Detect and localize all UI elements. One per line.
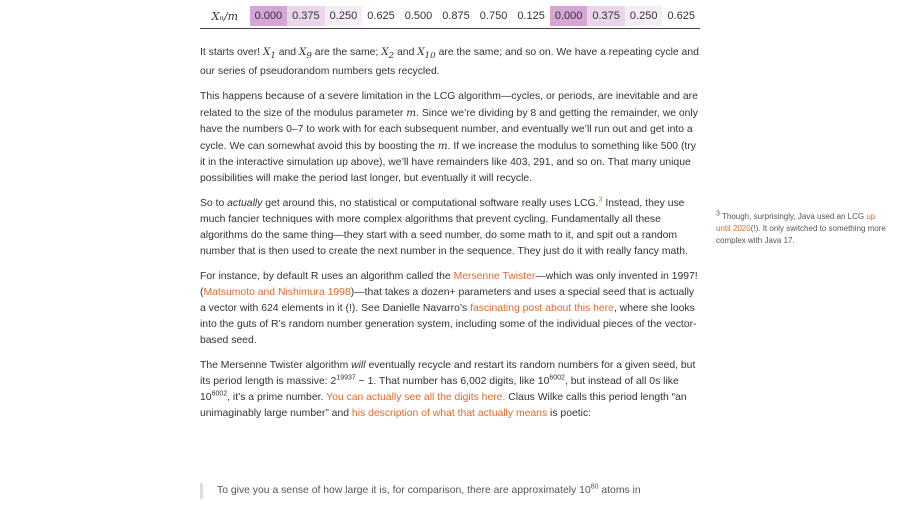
row-label: Xₙ/m [211,9,239,23]
exponent: 6002 [549,374,565,382]
exponent: 6002 [211,390,228,398]
exponent: 19937 [336,374,356,382]
text: get around this, no statistical or computational software really uses LCG. [262,198,599,210]
math-var: X [298,46,307,58]
math-var: X [381,46,389,58]
table-cell: 0.000 [550,6,588,26]
text: )—that takes a dozen+ parameters and uses a special seed that is actually a vector with 624 elements in it (!). See Danielle Navarro’s [200,287,695,315]
text: and [394,47,418,58]
paragraph-avoid-lcg [200,196,700,260]
math-sub: 2 [388,51,395,62]
table-cell: 0.500 [400,6,438,26]
math-sub: 10 [424,51,436,62]
table-cell: 0.125 [512,6,550,26]
table-cell: 0.625 [362,6,400,26]
math-x9 [298,46,312,62]
math-sub: 9 [306,51,312,62]
text: This happens because of a severe limitation in the LCG algorithm—cycles, or periods, are inevitable and are related to the size of the modulus parameter [200,91,698,120]
link-wilke-description[interactable]: his description of what that actually means [351,408,548,420]
table-cell: 0.375 [287,6,325,26]
text: It starts over! [200,47,263,58]
text: , but instead of all 0s like 10 [200,376,679,404]
link-navarro-post[interactable]: fascinating post about this here [470,303,614,315]
text: (!). It only switched to something more complex with Java 17. [716,224,886,245]
text: , where she looks into the guts of R’s random number generation system, including some of the individual pieces of the vector-based seed. [200,303,697,347]
paragraph-restart [200,44,700,80]
table-rule [200,28,700,29]
exponent: 80 [590,483,599,491]
math-var: X [262,46,271,58]
text: So to [200,198,228,210]
math-x10 [417,46,436,62]
math-m: m [437,140,448,153]
text: eventually recycle and restart its random numbers for a given seed, but its period length is massive: 2 [200,360,696,388]
paragraph-period [200,358,700,422]
text: is poetic: [547,408,592,420]
link-mersenne-twister[interactable]: Mersenne Twister [453,271,536,283]
text: atoms in [598,485,641,496]
math-sub: 1 [270,51,276,62]
text: Claus Wilke calls this period length “an unimaginably large number” and [200,392,687,420]
paragraph-mersenne [200,269,700,349]
text: Instead, they use much fancier techniques with more complex algorithms that prevent cycling. Fundamentally all these algorithms do the same thing—they start with a seed number, do some math to it, and spit out a random number that is then used to create the next number in the sequence. They just do it with really fancy math. [200,198,688,258]
text: Though, surprisingly, Java used an LCG [719,212,867,221]
link-digits[interactable]: You can actually see all the digits here. [326,392,506,404]
math-x1 [262,46,276,62]
sequence-table-wrap [200,6,700,26]
emphasis: actually [227,198,263,210]
blockquote [200,483,717,499]
text: are the same; [311,47,382,58]
text: To give you a sense of how large it is, for comparison, there are approximately 10 [217,485,591,496]
footnote-number: 3 [716,210,720,218]
math-x2 [381,46,395,62]
table-cell: 0.250 [325,6,363,26]
article-body [200,44,700,431]
text: , it’s a prime number. [227,392,327,404]
paragraph-limitation [200,89,700,187]
footnote-ref[interactable]: 3 [598,196,603,204]
emphasis: will [351,360,366,372]
math-m: m [406,107,417,120]
table-cell: 0.625 [662,6,700,26]
sidenote [716,211,886,247]
text: . Since we’re dividing by 8 and getting the remainder, we only have the numbers 0–7 to work with for each subsequent number, and eventually we’ll run out and get into a cycle. We can somewhat avoid this by boosting the [200,108,698,153]
math-var: X [417,46,425,58]
text: and [275,47,299,58]
sequence-row [200,6,700,26]
link-java-lcg[interactable]: up until 2020 [716,212,876,233]
text: are the same; and so on. We have a repeating cycle and our series of pseudorandom numbers gets recycled. [200,47,699,78]
table-cell: 0.375 [587,6,625,26]
table-cell: 0.000 [250,6,288,26]
table-cell: 0.750 [475,6,513,26]
table-cell: 0.875 [437,6,475,26]
text: The Mersenne Twister algorithm [200,360,352,372]
text: − 1. That number has 6,002 digits, like 10 [355,376,550,388]
table-cell: 0.250 [625,6,663,26]
sequence-table [200,6,700,26]
text: —which was only invented in 1997! ( [200,271,698,299]
text: . If we increase the modulus to something like 500 (try it in the interactive simulation up above), we’ll have remainders like 403, 291, and so on. That many unique possibilities will make the period last longer, but eventually it will recycle. [200,141,696,185]
link-citation[interactable]: Matsumoto and Nishimura 1998 [203,287,351,299]
text: For instance, by default R uses an algorithm called the [200,271,454,283]
